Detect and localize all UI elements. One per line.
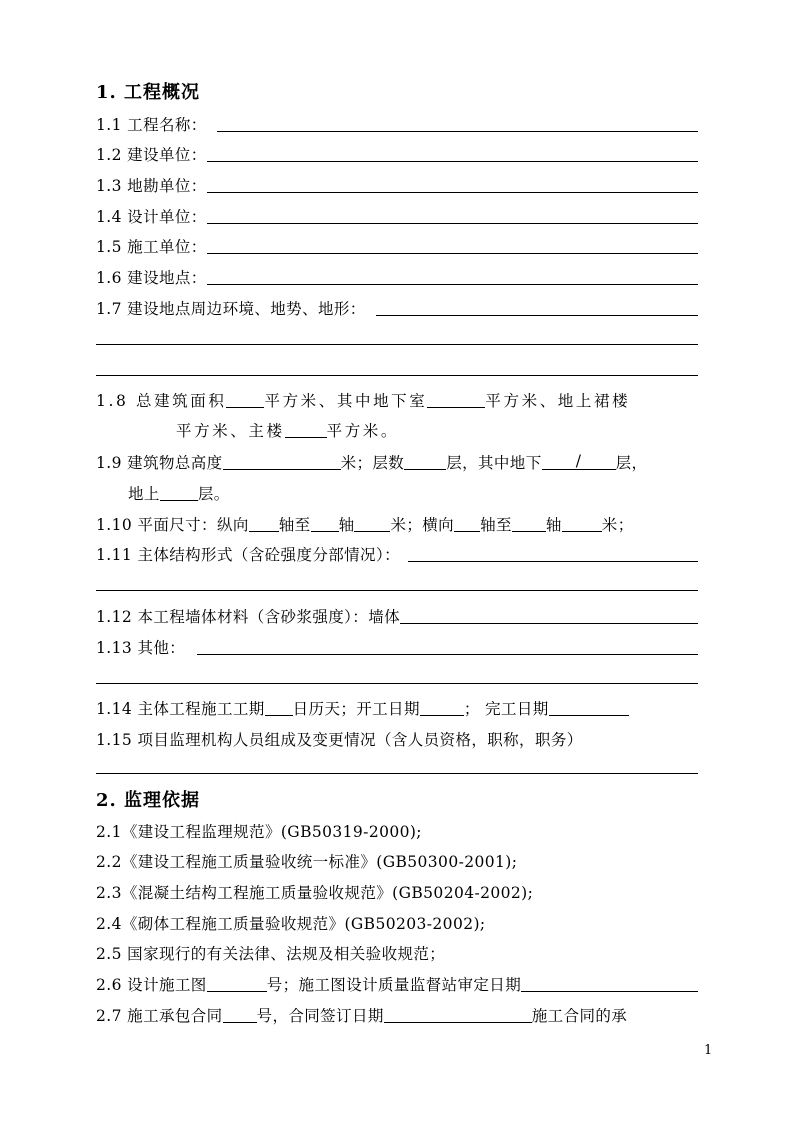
- input-basement-area[interactable]: [427, 390, 485, 408]
- label-above-ground: 地上: [128, 485, 160, 503]
- input-trans-axis-to[interactable]: [512, 514, 546, 532]
- label-podium-area: 平方米、地上裙楼: [485, 392, 631, 410]
- basis-item-2-5: [96, 939, 698, 963]
- label-survey-unit: 1.3 地勘单位：: [96, 177, 207, 195]
- label-contract: 2.7 施工承包合同: [96, 1007, 223, 1025]
- label-contract-continue: 施工合同的承: [531, 1007, 628, 1025]
- input-site-environment[interactable]: [376, 298, 698, 316]
- field-site-location: [96, 263, 698, 287]
- input-structure-type[interactable]: [408, 544, 698, 562]
- field-wall-material: [96, 602, 698, 626]
- basis-text-2-4: 2.4《砌体工程施工质量验收规范》(GB50203-2002);: [96, 915, 486, 933]
- input-project-name[interactable]: [217, 114, 698, 132]
- field-above-ground: [128, 479, 698, 503]
- input-trans-length[interactable]: [562, 514, 602, 532]
- input-owner[interactable]: [207, 144, 698, 162]
- label-other: 1.13 其他：: [96, 639, 186, 657]
- label-design-unit: 1.4 设计单位：: [96, 208, 207, 226]
- label-construction-unit: 1.5 施工单位：: [96, 238, 207, 256]
- field-design-unit: [96, 202, 698, 226]
- label-above-ground-unit: 层。: [197, 485, 230, 503]
- label-area-end: 平方米。: [326, 422, 400, 440]
- input-review-date[interactable]: [521, 974, 698, 992]
- input-contract-date[interactable]: [384, 1005, 532, 1023]
- label-underground: 层，其中地下: [446, 454, 542, 472]
- input-construction-unit[interactable]: [207, 236, 698, 254]
- label-end-date: ； 完工日期: [463, 700, 549, 718]
- label-schedule: 1.14 主体工程施工工期: [96, 700, 265, 718]
- label-meters-end: 米；: [601, 516, 634, 534]
- input-building-height[interactable]: [223, 452, 341, 470]
- label-axis-to-2: 轴至: [480, 516, 512, 534]
- label-project-name: 1.1 工程名称：: [96, 116, 207, 134]
- input-survey-unit[interactable]: [207, 175, 698, 193]
- field-building-height: [96, 448, 698, 472]
- field-project-name: [96, 110, 698, 134]
- field-construction-unit: [96, 232, 698, 256]
- label-start-date: 日历天；开工日期: [292, 700, 420, 718]
- field-survey-unit: [96, 171, 698, 195]
- field-site-environment: [96, 294, 698, 318]
- input-wall-material[interactable]: [400, 606, 698, 624]
- field-total-area: [96, 386, 698, 410]
- input-design-unit[interactable]: [207, 206, 698, 224]
- input-long-length[interactable]: [354, 514, 390, 532]
- input-other[interactable]: [197, 637, 698, 655]
- field-main-building-area: [176, 416, 698, 440]
- page-number: 1: [704, 1043, 713, 1058]
- label-owner: 1.2 建设单位：: [96, 146, 207, 164]
- input-start-date[interactable]: [420, 698, 464, 716]
- label-wall-material: 1.12 本工程墙体材料（含砂浆强度）：墙体: [96, 608, 400, 626]
- basis-item-2-7: [96, 1001, 698, 1025]
- label-site-environment: 1.7 建设地点周边环境、地势、地形：: [96, 300, 366, 318]
- input-long-axis-to[interactable]: [311, 514, 339, 532]
- input-duration-days[interactable]: [265, 698, 293, 716]
- basis-item-2-4: [96, 909, 698, 933]
- basis-item-2-1: [96, 817, 698, 841]
- input-trans-axis-from[interactable]: [454, 514, 480, 532]
- input-drawing-number[interactable]: [207, 974, 267, 992]
- label-site-location: 1.6 建设地点：: [96, 269, 207, 287]
- extra-line-other[interactable]: [96, 683, 698, 684]
- extra-line-environment-1[interactable]: [96, 344, 698, 345]
- basis-item-2-3: [96, 878, 698, 902]
- label-axis-to-1: 轴至: [278, 516, 311, 534]
- label-floors: 米；层数: [340, 454, 405, 472]
- basis-text-2-3: 2.3《混凝土结构工程施工质量验收规范》(GB50204-2002);: [96, 884, 534, 902]
- input-contract-number[interactable]: [223, 1005, 257, 1023]
- field-other: [96, 633, 698, 657]
- label-axis-1: 轴: [338, 516, 355, 534]
- field-plan-dimensions: [96, 510, 698, 534]
- field-structure-type: [96, 540, 698, 564]
- label-staff: 1.15 项目监理机构人员组成及变更情况（含人员资格，职称，职务）: [96, 731, 583, 749]
- basis-item-2-6: [96, 970, 698, 994]
- input-long-axis-from[interactable]: [249, 514, 279, 532]
- extra-line-environment-2[interactable]: [96, 375, 698, 376]
- label-basement-area: 平方米、其中地下室: [264, 392, 428, 410]
- label-total-area: 1.8 总建筑面积: [96, 392, 227, 410]
- section-1-title: 1. 工程概况: [96, 82, 201, 103]
- separator-slash: /: [575, 452, 582, 470]
- field-owner: [96, 140, 698, 164]
- input-main-building-area[interactable]: [285, 420, 327, 438]
- input-underground-floors[interactable]: [542, 452, 616, 470]
- input-floors[interactable]: [404, 452, 446, 470]
- label-plan-dimensions: 1.10 平面尺寸：纵向: [96, 516, 249, 534]
- basis-text-2-5: 2.5 国家现行的有关法律、法规及相关验收规范；: [96, 945, 446, 963]
- section-1-heading: [96, 78, 698, 102]
- label-building-height: 1.9 建筑物总高度: [96, 454, 223, 472]
- basis-text-2-1: 2.1《建设工程监理规范》(GB50319-2000);: [96, 823, 422, 841]
- label-underground-unit: 层，: [615, 454, 648, 472]
- section-2-title: 2. 监理依据: [96, 790, 201, 811]
- input-total-area[interactable]: [226, 390, 264, 408]
- label-review-date: 号；施工图设计质量监督站审定日期: [266, 976, 522, 994]
- label-meters-transverse: 米；横向: [390, 516, 455, 534]
- basis-item-2-2: [96, 847, 698, 871]
- label-structure-type: 1.11 主体结构形式（含砼强度分部情况）：: [96, 546, 400, 564]
- extra-line-staff[interactable]: [96, 773, 698, 774]
- input-site-location[interactable]: [207, 267, 698, 285]
- label-contract-date: 号，合同签订日期: [256, 1007, 384, 1025]
- input-end-date[interactable]: [549, 698, 629, 716]
- basis-text-2-2: 2.2《建设工程施工质量验收统一标准》(GB50300-2001);: [96, 853, 518, 871]
- section-2-heading: [96, 786, 698, 810]
- field-schedule: [96, 694, 698, 718]
- label-axis-2: 轴: [545, 516, 562, 534]
- extra-line-structure[interactable]: [96, 590, 698, 591]
- label-design-drawing: 2.6 设计施工图: [96, 976, 207, 994]
- input-above-ground-floors[interactable]: [160, 483, 198, 501]
- label-main-building: 平方米、主楼: [176, 422, 285, 440]
- field-staff: [96, 725, 698, 749]
